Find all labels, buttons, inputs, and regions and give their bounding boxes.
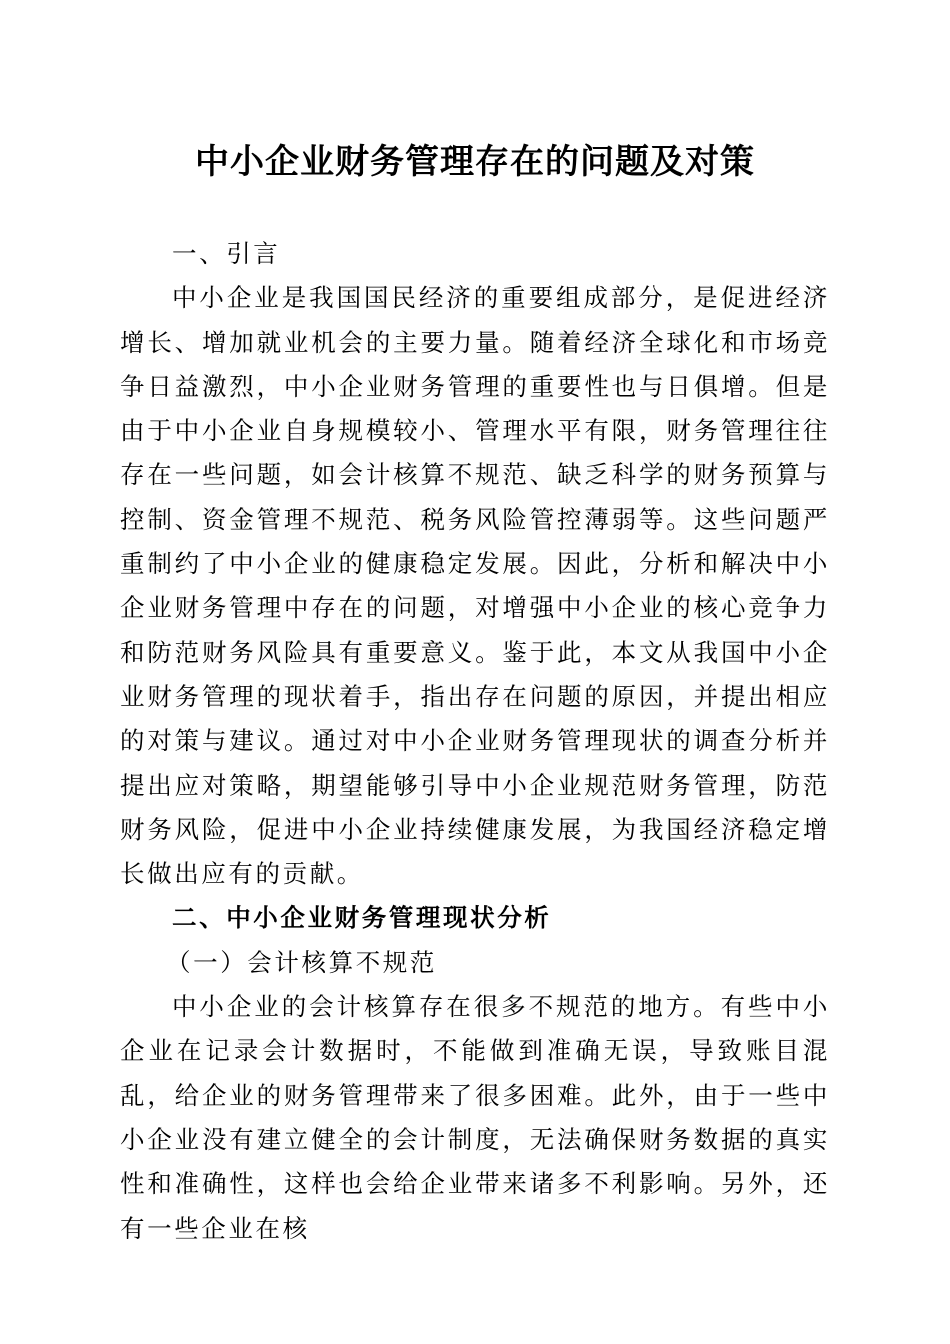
- section-heading-status-analysis: 二、中小企业财务管理现状分析: [172, 903, 552, 933]
- section-heading-introduction: 一、引言: [172, 239, 281, 268]
- document-title: 中小企业财务管理存在的问题及对策: [195, 142, 755, 182]
- document-body: [120, 232, 830, 1251]
- subsection-heading-accounting: （一）会计核算不规范: [166, 947, 437, 977]
- introduction-paragraph: 中小企业是我国国民经济的重要组成部分，是促进经济增长、增加就业机会的主要力量。随着经济全球化和市场竞争日益激烈，中小企业财务管理的重要性也与日俱增。但是由于中小企业自身规模较小、管理水平有限，财务管理往往存在一些问题，如会计核算不规范、缺乏科学的财务预算与控制、资金管理不规范、税务风险管控薄弱等。这些问题严重制约了中小企业的健康稳定发展。因此，分析和解决中小企业财务管理中存在的问题，对增强中小企业的核心竞争力和防范财务风险具有重要意义。鉴于此，本文从我国中小企业财务管理的现状着手，指出存在问题的原因，并提出相应的对策与建议。通过对中小企业财务管理现状的调查分析并提出应对策略，期望能够引导中小企业规范财务管理，防范财务风险，促进中小企业持续健康发展，为我国经济稳定增长做出应有的贡献。: [120, 283, 830, 889]
- accounting-paragraph: 中小企业的会计核算存在很多不规范的地方。有些中小企业在记录会计数据时，不能做到准确无误，导致账目混乱，给企业的财务管理带来了很多困难。此外，由于一些中小企业没有建立健全的会计制度，无法确保财务数据的真实性和准确性，这样也会给企业带来诸多不利影响。另外，还有一些企业在核: [120, 992, 830, 1243]
